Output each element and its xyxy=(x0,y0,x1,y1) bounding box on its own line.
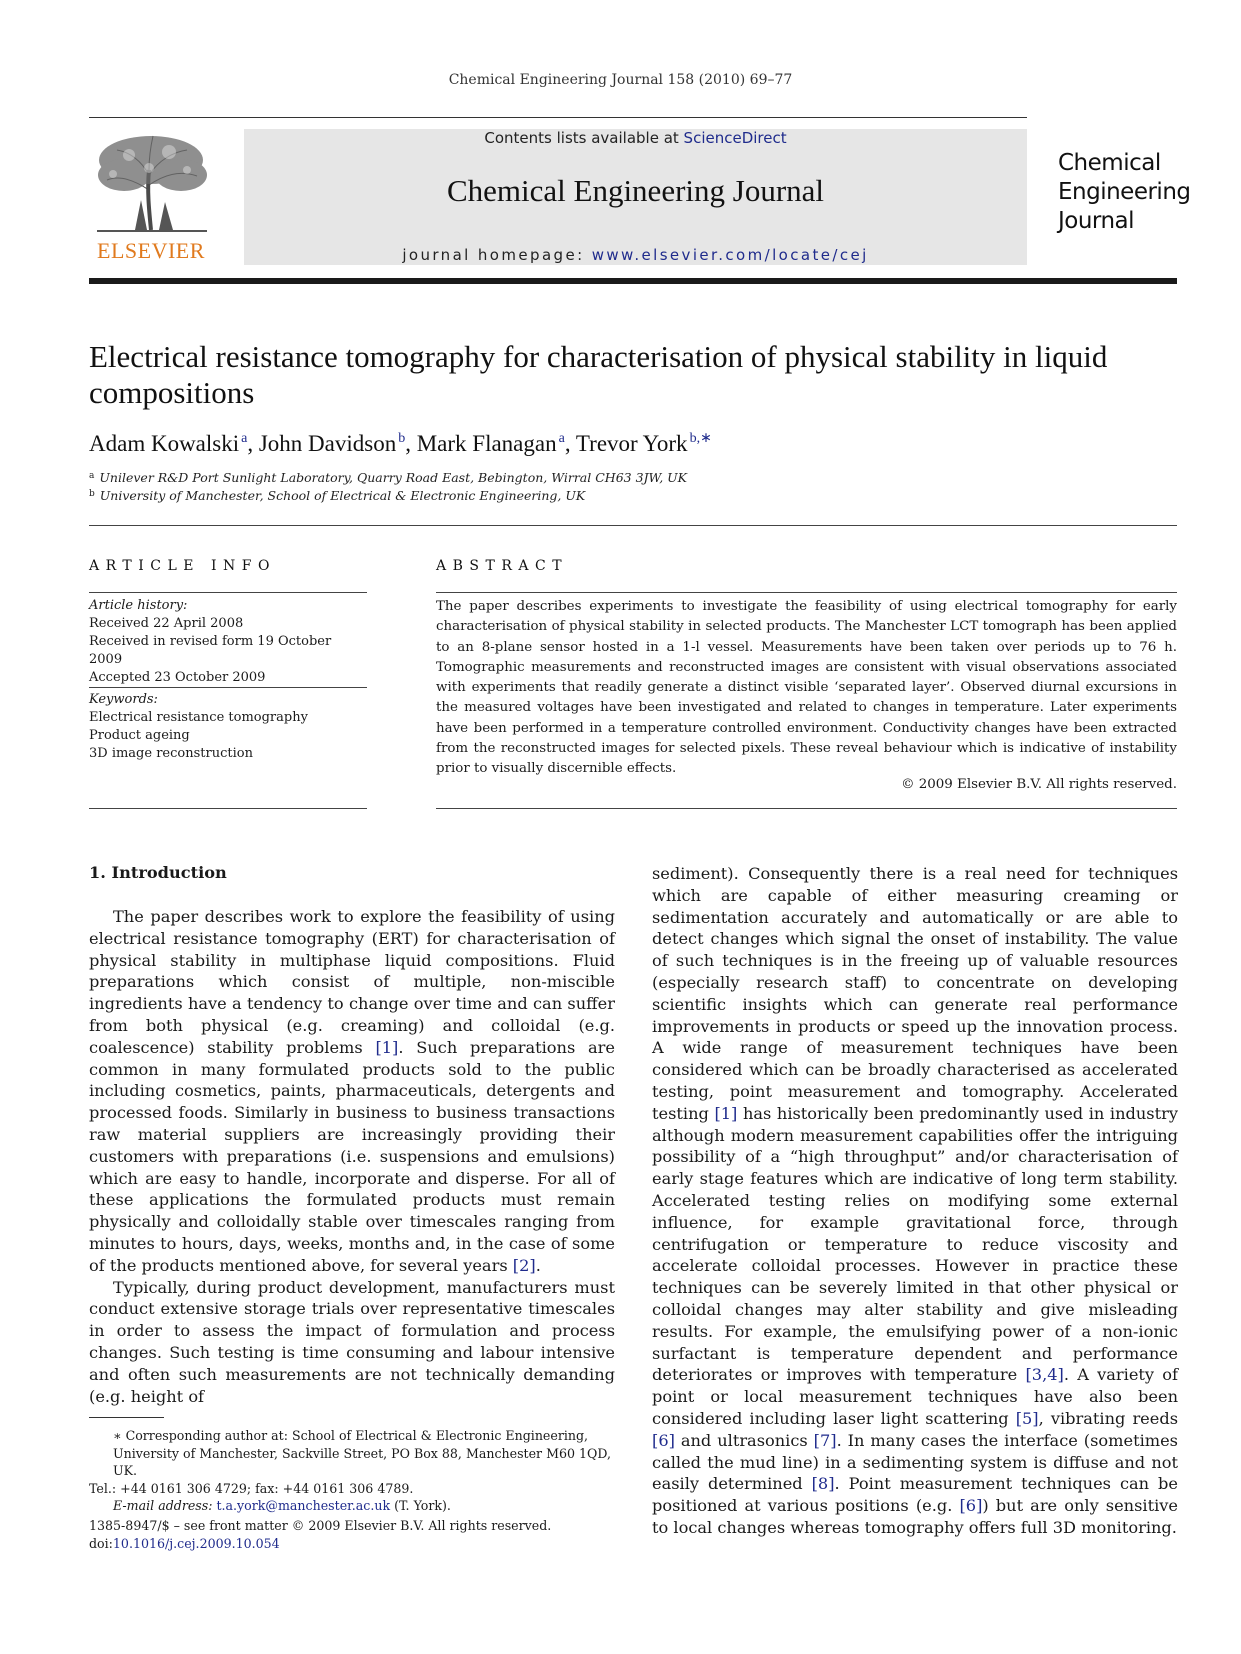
citation-link[interactable]: [5] xyxy=(1015,1408,1039,1428)
top-rule xyxy=(89,117,1027,118)
body-column-left xyxy=(89,906,615,1407)
journal-homepage xyxy=(244,246,1027,264)
author-affil-mark[interactable]: b,∗ xyxy=(689,431,712,446)
issn-line: 1385-8947/$ – see front matter © 2009 Elsevier B.V. All rights reserved. xyxy=(89,1518,552,1533)
history-item: Received in revised form 19 October 2009 xyxy=(89,634,332,667)
header-rule xyxy=(89,278,1177,284)
elsevier-tree-icon xyxy=(89,130,214,270)
keywords-label: Keywords: xyxy=(89,692,158,707)
corresponding-author-footnote xyxy=(89,1427,615,1515)
author-name: Trevor York xyxy=(575,431,688,456)
running-head: Chemical Engineering Journal 158 (2010) 69–77 xyxy=(448,72,793,88)
cover-line: Engineering xyxy=(1058,179,1191,205)
citation-link[interactable]: [6] xyxy=(959,1496,983,1516)
divider xyxy=(436,808,1177,809)
text-run: ) but are only sensitive to local changes whereas tomography offers full 3D monitoring. xyxy=(652,1496,1178,1537)
affiliation-mark: b xyxy=(89,489,95,499)
affiliation-text: Unilever R&D Port Sunlight Laboratory, Quarry Road East, Bebington, Wirral CH63 3JW, UK xyxy=(99,470,688,485)
text-run: , vibrating reeds xyxy=(1038,1408,1179,1428)
text-run: . Point measurement techniques can be positioned at various positions (e.g. xyxy=(652,1474,1178,1516)
email-link[interactable]: t.a.york@manchester.ac.uk xyxy=(216,1498,391,1513)
keywords xyxy=(89,691,367,763)
article-info-heading: ARTICLE INFO xyxy=(89,558,276,574)
doi-prefix: doi: xyxy=(89,1535,113,1551)
citation-link[interactable]: [1] xyxy=(714,1103,738,1123)
cover-line: Journal xyxy=(1058,208,1135,234)
article-history xyxy=(89,597,367,687)
history-item: Accepted 23 October 2009 xyxy=(89,670,266,685)
elsevier-wordmark: ELSEVIER xyxy=(97,238,205,263)
affiliation-mark: a xyxy=(89,471,95,481)
contents-availability xyxy=(244,129,1027,147)
keyword: Product ageing xyxy=(89,728,190,743)
affiliation xyxy=(89,470,687,485)
article-title: Electrical resistance tomography for characterisation of physical stability in liquid compositions xyxy=(89,339,1108,410)
paragraph xyxy=(89,906,615,1277)
abstract-heading: ABSTRACT xyxy=(436,558,569,574)
author-name: John Davidson xyxy=(258,431,397,456)
divider xyxy=(89,808,367,809)
text-run: has historically been predominantly used in industry although modern measurement capabilities offer the intriguing possibility of a “high throughput” and/or characterisation of early stage features which are indicative of long term stability. Accelerated testing relies on modifying some external influence, for example gravitational force, through centrifugation or temperature to reduce viscosity and accelerate colloidal processes. However in practice these techniques can be severely limited in that other physical or colloidal changes may alter stability and give misleading results. For example, the emulsifying power of a non-ionic surfactant is temperature dependent and performance deteriorates or improves with temperature xyxy=(652,1103,1178,1385)
paragraph: Typically, during product development, manufacturers must conduct extensive storage trials over representative timescales in order to assess the impact of formulation and process changes. Such testing is time consuming and labour intensive and often such measurements are not technically demanding (e.g. height of xyxy=(89,1277,615,1406)
citation-link[interactable]: [3,4] xyxy=(1025,1365,1064,1385)
homepage-prefix: journal homepage: xyxy=(402,246,592,264)
citation-link[interactable]: [7] xyxy=(813,1430,837,1450)
text-run: . Such preparations are common in many formulated products sold to the public including cosmetics, paints, pharmaceuticals, detergents and processed foods. Similarly in business to business transactions raw material suppliers are increasingly providing their customers with preparations (i.e. suspensions and emulsions) which are easy to handle, incorporate and disperse. For all of these applications the formulated products must remain physically and colloidally stable over timescales ranging from minutes to hours, days, weeks, months and, in the case of some of the products mentioned above, for several years xyxy=(89,1037,615,1275)
divider xyxy=(89,592,367,593)
author-affil-mark[interactable]: a xyxy=(558,431,565,446)
front-matter xyxy=(89,1517,649,1552)
footnote-rule xyxy=(89,1417,164,1418)
affiliation xyxy=(89,488,585,503)
text-run: The paper describes work to explore the feasibility of using electrical resistance tomography (ERT) for characterisation of physical stability in multiphase liquid compositions. Fluid preparations which consist of multiple, non-miscible ingredients have a tendency to change over time and can suffer from both physical (e.g. creaming) and colloidal (e.g. coalescence) stability problems xyxy=(89,907,615,1057)
cover-line: Chemical xyxy=(1058,150,1161,176)
author-affil-mark[interactable]: b xyxy=(398,431,406,446)
doi-line xyxy=(89,1535,649,1553)
homepage-link[interactable]: www.elsevier.com/locate/cej xyxy=(591,246,869,264)
text-run: sediment). Consequently there is a real need for techniques which are capable of either measuring creaming or sedimentation accurately and automatically or are able to detect changes which signal the onset of instability. The value of such techniques is in the freeing up of valuable resources (especially research staff) to concentrate on developing scientific insights which can generate real performance improvements in products or speed up the innovation process. A wide range of measurement techniques have been considered which can be broadly characterised as accelerated testing, point measurement and tomography. Accelerated testing xyxy=(652,864,1178,1123)
footnote-email xyxy=(89,1497,615,1515)
history-item: Received 22 April 2008 xyxy=(89,616,244,631)
abstract-text: The paper describes experiments to investigate the feasibility of using electrical tomography for early characterisation of physical stability in selected products. The Manchester LCT tomograph has been applied to an 8-plane sensor hosted in a 1-l vessel. Measurements have been taken over periods up to 76 h. Tomographic measurements and reconstructed images are consistent with visual observations associated with experiments that readily generate a distinct visible ‘separated layer’. Observed diurnal excursions in the measured voltages have been investigated and related to changes in temperature. Later experiments have been performed in a temperature controlled environment. Conductivity changes have been extracted from the reconstructed images for selected pixels. These reveal behaviour which is indicative of instability prior to visually discernible effects. xyxy=(436,599,1177,777)
text-run: . A variety of point or local measurement techniques have also been considered including laser light scattering xyxy=(652,1365,1179,1428)
citation-link[interactable]: [2] xyxy=(512,1255,536,1275)
cover-title xyxy=(1058,149,1191,236)
body-column-right xyxy=(652,863,1178,1539)
author-name: Mark Flanagan xyxy=(416,431,557,456)
email-suffix: (T. York). xyxy=(390,1498,451,1513)
text-run: . xyxy=(535,1255,541,1275)
author-list: Adam Kowalski $^a$, John Davidson $^b$, Mark Flanagan $^a$, Trevor York $^{b,∗}$ xyxy=(89,431,712,456)
citation-link[interactable]: [1] xyxy=(375,1037,399,1057)
contents-prefix: Contents lists available at xyxy=(484,129,684,147)
paragraph xyxy=(652,863,1178,1539)
elsevier-logo[interactable] xyxy=(89,130,214,270)
text-run: . In many cases the interface (sometimes called the mud line) in a sedimenting system is diffuse and not easily determined xyxy=(652,1430,1178,1494)
affiliation-text: University of Manchester, School of Electrical & Electronic Engineering, UK xyxy=(99,488,586,503)
author-affil-mark[interactable]: a xyxy=(241,431,248,446)
divider xyxy=(89,687,367,688)
author-name: Adam Kowalski xyxy=(89,431,240,456)
email-label: E-mail address: xyxy=(113,1498,217,1513)
citation-link[interactable]: [6] xyxy=(652,1430,675,1450)
footnote-address: ∗ Corresponding author at: School of Electrical & Electronic Engineering, University of Manchester, Sackville Street, PO Box 88, Manchester M60 1QD, UK. xyxy=(113,1428,611,1478)
text-run: and ultrasonics xyxy=(674,1430,814,1450)
divider xyxy=(89,525,1177,526)
divider xyxy=(436,592,1177,593)
sciencedirect-link[interactable]: ScienceDirect xyxy=(683,129,787,147)
citation-link[interactable]: [8] xyxy=(811,1474,835,1494)
section-heading: 1. Introduction xyxy=(89,863,227,882)
keyword: Electrical resistance tomography xyxy=(89,710,308,725)
history-label: Article history: xyxy=(89,598,188,613)
doi-link[interactable]: 10.1016/j.cej.2009.10.054 xyxy=(112,1535,280,1551)
footnote-phone: Tel.: +44 0161 306 4729; fax: +44 0161 306 4789. xyxy=(89,1480,414,1496)
abstract-copyright: © 2009 Elsevier B.V. All rights reserved. xyxy=(901,777,1177,792)
journal-banner xyxy=(244,129,1027,265)
journal-title: Chemical Engineering Journal xyxy=(446,173,825,208)
keyword: 3D image reconstruction xyxy=(89,746,253,761)
